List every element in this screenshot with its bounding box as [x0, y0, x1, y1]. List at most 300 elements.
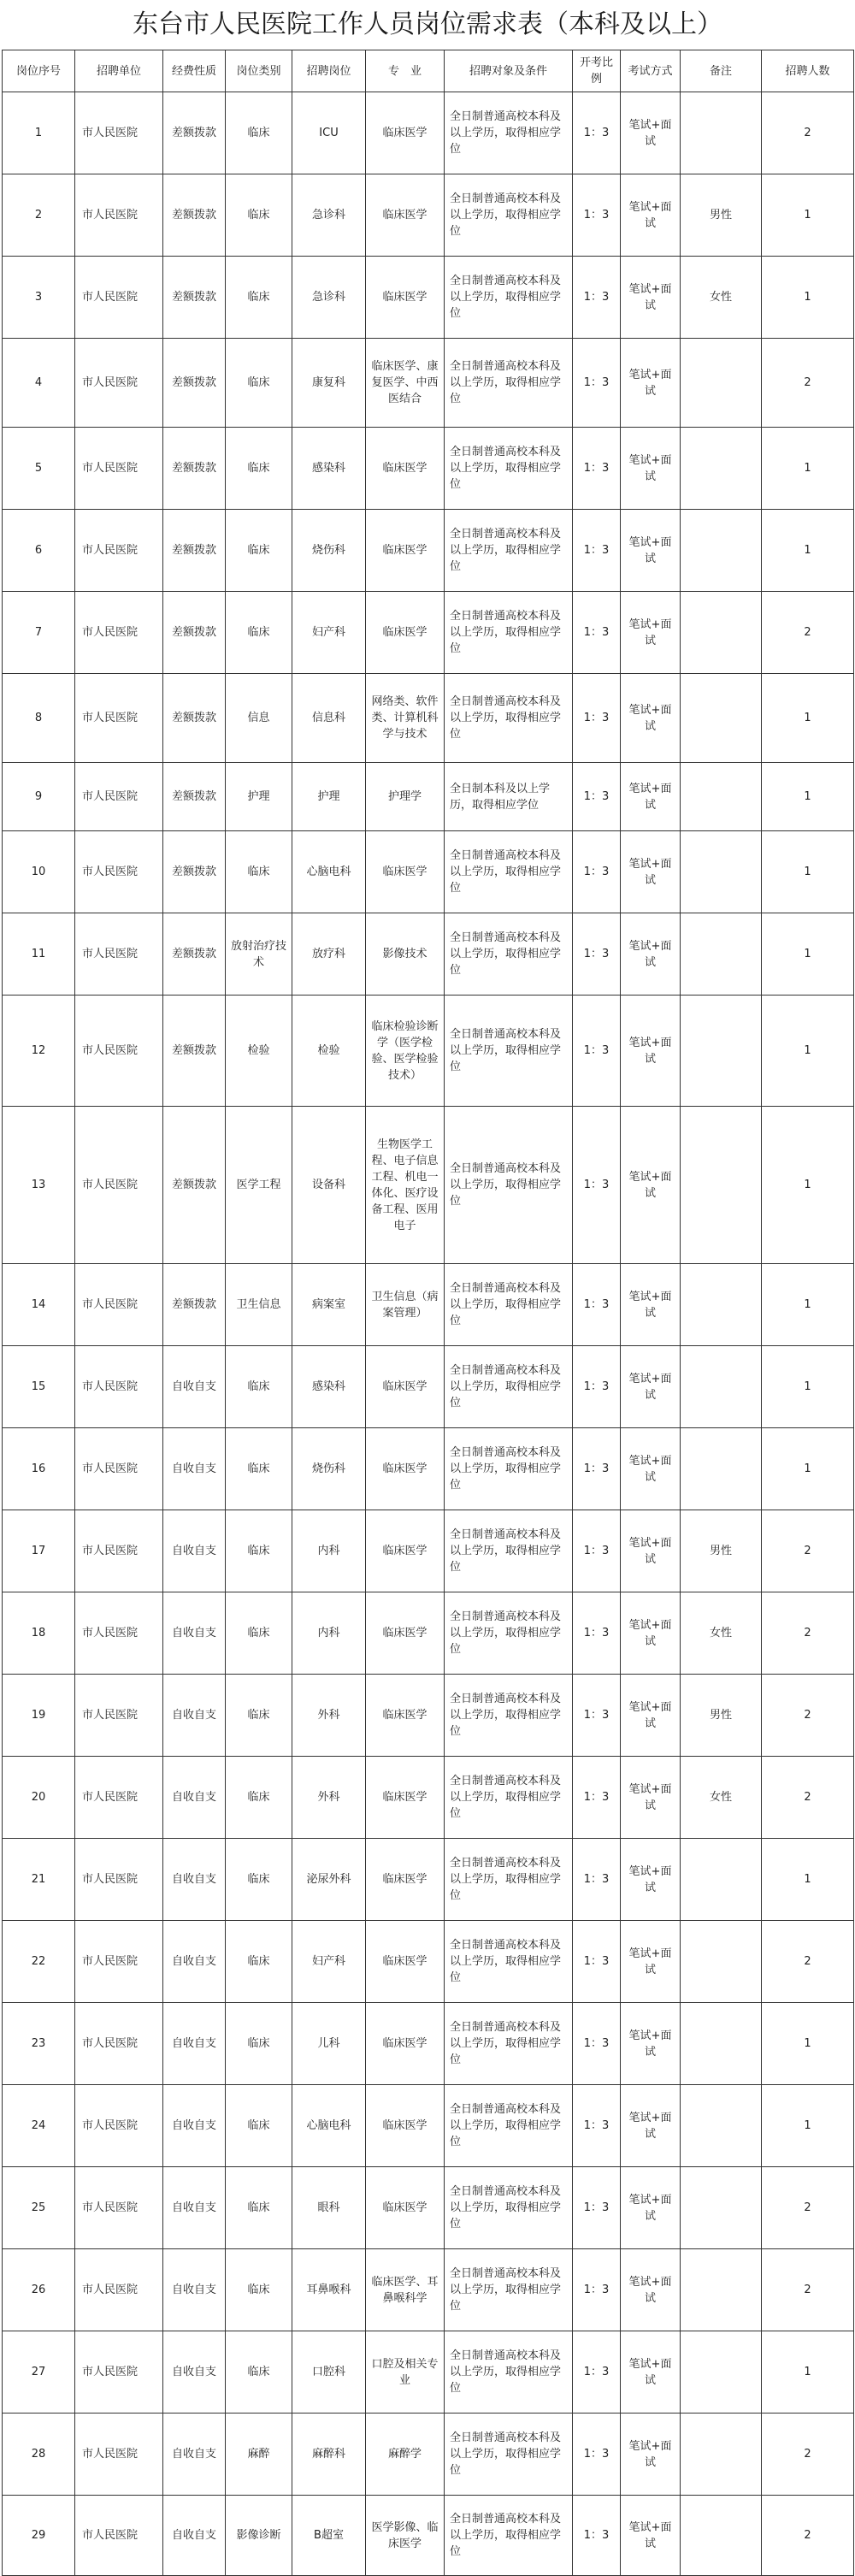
cell-requirement: [445, 92, 573, 174]
table-row: [3, 510, 854, 592]
cell-exam-text: 笔试+面试: [628, 118, 672, 148]
cell-exam: [621, 1510, 681, 1592]
header-count: 招聘人数: [762, 50, 854, 92]
cell-unit: [75, 2003, 163, 2085]
cell-unit: [75, 1510, 163, 1592]
cell-count-text: 1: [804, 712, 811, 724]
cell-category-text: 临床: [247, 2201, 270, 2214]
cell-fund-text: 差额拨款: [171, 544, 216, 557]
cell-requirement: [445, 1839, 573, 1921]
cell-post-text: 急诊科: [311, 209, 345, 222]
cell-category-text: 临床: [247, 1545, 270, 1557]
cell-exam-text: 笔试+面试: [628, 535, 672, 565]
table-row: [3, 913, 854, 996]
cell-note: [681, 1592, 762, 1675]
cell-unit-text: 市人民医院: [82, 462, 139, 475]
cell-no-text: 20: [31, 1791, 46, 1804]
cell-requirement: [445, 1264, 573, 1346]
cell-fund-text: 自收自支: [171, 2529, 216, 2542]
cell-note: [681, 2003, 762, 2085]
cell-count-text: 2: [804, 1955, 811, 1968]
cell-exam-text: 笔试+面试: [628, 2439, 672, 2469]
cell-no-text: 23: [31, 2037, 46, 2050]
cell-unit: [75, 428, 163, 510]
cell-post-text: 麻醉科: [311, 2448, 345, 2461]
cell-ratio-text: 1：3: [583, 712, 610, 724]
cell-fund: [163, 2496, 226, 2576]
cell-fund-text: 自收自支: [171, 1955, 216, 1968]
cell-exam: [621, 2085, 681, 2167]
cell-no: [3, 510, 75, 592]
cell-ratio-text: 1：3: [583, 1179, 610, 1191]
cell-unit-text: 市人民医院: [82, 2201, 139, 2214]
cell-fund: [163, 592, 226, 674]
cell-no-text: 22: [31, 1955, 46, 1968]
cell-category: [226, 763, 292, 831]
cell-fund: [163, 913, 226, 996]
cell-ratio: [573, 1346, 621, 1428]
cell-ratio: [573, 763, 621, 831]
cell-count-text: 2: [804, 2448, 811, 2461]
cell-note: [681, 1428, 762, 1510]
cell-exam-text: 笔试+面试: [628, 2520, 672, 2550]
table-row: [3, 674, 854, 763]
cell-category-text: 护理: [247, 790, 270, 803]
cell-count: [762, 1921, 854, 2003]
cell-category: [226, 174, 292, 257]
cell-category-text: 影像诊断: [236, 2529, 281, 2542]
cell-requirement-text: 全日制普通高校本科及以上学历，取得相应学位: [450, 931, 562, 977]
cell-ratio: [573, 1921, 621, 2003]
cell-no: [3, 1757, 75, 1839]
cell-post: [292, 1675, 366, 1757]
cell-requirement-text: 全日制普通高校本科及以上学历，取得相应学位: [450, 2267, 562, 2313]
cell-requirement-text: 全日制普通高校本科及以上学历，取得相应学位: [450, 446, 562, 491]
table-row: [3, 1107, 854, 1264]
cell-requirement-text: 全日制普通高校本科及以上学历，取得相应学位: [450, 1364, 562, 1409]
cell-category-text: 医学工程: [236, 1179, 281, 1191]
cell-major-text: 临床医学: [382, 127, 428, 139]
cell-ratio-text: 1：3: [583, 127, 610, 139]
cell-post: [292, 913, 366, 996]
cell-fund: [163, 763, 226, 831]
cell-exam: [621, 674, 681, 763]
cell-count-text: 1: [804, 866, 811, 878]
cell-post-text: 护理: [317, 790, 340, 803]
cell-note: [681, 510, 762, 592]
cell-ratio: [573, 831, 621, 913]
cell-note: [681, 2167, 762, 2249]
cell-post: [292, 1757, 366, 1839]
cell-no: [3, 1592, 75, 1675]
cell-post: [292, 2085, 366, 2167]
cell-fund: [163, 1264, 226, 1346]
cell-note: [681, 996, 762, 1107]
cell-fund: [163, 428, 226, 510]
cell-unit-text: 市人民医院: [82, 1955, 139, 1968]
cell-exam: [621, 592, 681, 674]
table-row: [3, 763, 854, 831]
cell-exam: [621, 1921, 681, 2003]
cell-count-text: 2: [804, 1791, 811, 1804]
cell-no-text: 28: [31, 2448, 46, 2461]
cell-category-text: 临床: [247, 2037, 270, 2050]
cell-requirement: [445, 2496, 573, 2576]
cell-count: [762, 339, 854, 428]
cell-no: [3, 1839, 75, 1921]
cell-category-text: 临床: [247, 127, 270, 139]
cell-unit: [75, 2085, 163, 2167]
table-row: [3, 831, 854, 913]
cell-note: [681, 1921, 762, 2003]
cell-requirement-text: 全日制普通高校本科及以上学历，取得相应学位: [450, 1939, 562, 1984]
cell-ratio-text: 1：3: [583, 1298, 610, 1311]
cell-category-text: 检验: [247, 1044, 270, 1057]
cell-note: [681, 257, 762, 339]
cell-no: [3, 592, 75, 674]
cell-ratio-text: 1：3: [583, 948, 610, 960]
cell-no: [3, 2331, 75, 2414]
cell-note: [681, 1675, 762, 1757]
cell-ratio: [573, 1264, 621, 1346]
table-row: [3, 1264, 854, 1346]
cell-exam: [621, 1107, 681, 1264]
cell-note: [681, 92, 762, 174]
cell-requirement-text: 全日制普通高校本科及以上学历，取得相应学位: [450, 1528, 562, 1574]
cell-post-text: 内科: [317, 1627, 340, 1640]
cell-count: [762, 996, 854, 1107]
cell-requirement-text: 全日制普通高校本科及以上学历，取得相应学位: [450, 1610, 562, 1656]
cell-exam: [621, 2496, 681, 2576]
cell-major: [366, 428, 445, 510]
cell-post-text: 信息科: [311, 712, 345, 724]
cell-ratio-text: 1：3: [583, 209, 610, 222]
cell-requirement-text: 全日制普通高校本科及以上学历，取得相应学位: [450, 110, 562, 156]
cell-post: [292, 1428, 366, 1510]
cell-unit-text: 市人民医院: [82, 2529, 139, 2542]
cell-exam: [621, 339, 681, 428]
cell-post-text: 急诊科: [311, 291, 345, 304]
cell-post: [292, 763, 366, 831]
cell-major: [366, 2085, 445, 2167]
cell-fund: [163, 674, 226, 763]
cell-post: [292, 2167, 366, 2249]
cell-requirement: [445, 428, 573, 510]
cell-fund: [163, 1839, 226, 1921]
cell-category-text: 放射治疗技术: [230, 939, 286, 969]
cell-unit: [75, 763, 163, 831]
cell-exam: [621, 257, 681, 339]
cell-fund: [163, 1510, 226, 1592]
cell-fund: [163, 2249, 226, 2331]
cell-fund-text: 自收自支: [171, 2119, 216, 2132]
cell-exam: [621, 2249, 681, 2331]
cell-exam: [621, 1839, 681, 1921]
cell-category-text: 临床: [247, 1873, 270, 1886]
cell-major: [366, 257, 445, 339]
cell-major: [366, 1921, 445, 2003]
cell-unit-text: 市人民医院: [82, 291, 139, 304]
cell-requirement: [445, 763, 573, 831]
cell-note: [681, 339, 762, 428]
cell-requirement: [445, 913, 573, 996]
cell-unit-text: 市人民医院: [82, 209, 139, 222]
cell-category-text: 临床: [247, 1791, 270, 1804]
cell-no: [3, 1510, 75, 1592]
cell-major-text: 临床医学、康复医学、中西医结合: [371, 360, 439, 405]
cell-ratio: [573, 174, 621, 257]
cell-exam-text: 笔试+面试: [628, 1947, 672, 1976]
cell-major: [366, 2414, 445, 2496]
cell-exam-text: 笔试+面试: [628, 703, 672, 733]
cell-fund-text: 差额拨款: [171, 209, 216, 222]
cell-count: [762, 592, 854, 674]
cell-post-text: 妇产科: [311, 1955, 345, 1968]
cell-exam: [621, 2167, 681, 2249]
cell-post: [292, 1346, 366, 1428]
cell-ratio: [573, 2167, 621, 2249]
table-row: [3, 2414, 854, 2496]
cell-fund-text: 自收自支: [171, 1462, 216, 1475]
cell-no: [3, 1264, 75, 1346]
cell-post: [292, 2331, 366, 2414]
cell-major-text: 口腔及相关专业: [371, 2357, 439, 2387]
cell-post-text: 内科: [317, 1545, 340, 1557]
cell-category-text: 临床: [247, 1955, 270, 1968]
cell-ratio-text: 1：3: [583, 1462, 610, 1475]
cell-unit: [75, 2414, 163, 2496]
cell-category: [226, 913, 292, 996]
cell-ratio-text: 1：3: [583, 2201, 610, 2214]
cell-unit-text: 市人民医院: [82, 866, 139, 878]
cell-major: [366, 2496, 445, 2576]
cell-unit: [75, 1264, 163, 1346]
cell-no-text: 4: [34, 376, 43, 389]
table-row: [3, 1839, 854, 1921]
cell-requirement: [445, 339, 573, 428]
cell-note: [681, 1264, 762, 1346]
cell-no-text: 7: [34, 626, 43, 639]
cell-major-text: 临床检验诊断学（医学检验、医学检验技术）: [371, 1019, 439, 1082]
table-row: [3, 592, 854, 674]
cell-fund-text: 差额拨款: [171, 376, 216, 389]
cell-fund-text: 自收自支: [171, 2448, 216, 2461]
cell-requirement: [445, 510, 573, 592]
cell-unit: [75, 510, 163, 592]
cell-unit: [75, 1346, 163, 1428]
cell-unit-text: 市人民医院: [82, 1873, 139, 1886]
cell-note: [681, 913, 762, 996]
cell-fund-text: 差额拨款: [171, 462, 216, 475]
cell-fund: [163, 2085, 226, 2167]
cell-post: [292, 674, 366, 763]
cell-count: [762, 2496, 854, 2576]
cell-post: [292, 2496, 366, 2576]
cell-no-text: 26: [31, 2284, 46, 2296]
cell-exam-text: 笔试+面试: [628, 200, 672, 230]
cell-major-text: 临床医学: [382, 462, 428, 475]
cell-major-text: 临床医学: [382, 866, 428, 878]
cell-requirement: [445, 1510, 573, 1592]
cell-count-text: 1: [804, 2119, 811, 2132]
cell-major: [366, 1675, 445, 1757]
cell-unit-text: 市人民医院: [82, 2284, 139, 2296]
cell-major: [366, 763, 445, 831]
header-no: 岗位序号: [3, 50, 75, 92]
cell-major: [366, 2249, 445, 2331]
cell-requirement: [445, 1107, 573, 1264]
cell-no: [3, 257, 75, 339]
cell-category: [226, 2085, 292, 2167]
cell-unit-text: 市人民医院: [82, 1545, 139, 1557]
cell-major-text: 临床医学: [382, 1709, 428, 1722]
cell-requirement: [445, 1921, 573, 2003]
cell-no-text: 16: [31, 1462, 46, 1475]
cell-post: [292, 1107, 366, 1264]
cell-fund-text: 差额拨款: [171, 790, 216, 803]
cell-ratio-text: 1：3: [583, 1545, 610, 1557]
cell-requirement-text: 全日制普通高校本科及以上学历，取得相应学位: [450, 2185, 562, 2230]
cell-no: [3, 1346, 75, 1428]
cell-major: [366, 674, 445, 763]
cell-ratio: [573, 1428, 621, 1510]
cell-category-text: 临床: [247, 2284, 270, 2296]
cell-fund-text: 自收自支: [171, 2284, 216, 2296]
cell-count-text: 1: [804, 462, 811, 475]
cell-category: [226, 1757, 292, 1839]
cell-no: [3, 92, 75, 174]
cell-fund: [163, 257, 226, 339]
cell-post: [292, 510, 366, 592]
cell-exam: [621, 831, 681, 913]
cell-fund-text: 自收自支: [171, 1627, 216, 1640]
cell-ratio-text: 1：3: [583, 866, 610, 878]
cell-ratio-text: 1：3: [583, 2037, 610, 2050]
cell-exam-text: 笔试+面试: [628, 1782, 672, 1812]
table-body: [3, 92, 854, 2576]
cell-category-text: 临床: [247, 2119, 270, 2132]
cell-count: [762, 2414, 854, 2496]
cell-post-text: 烧伤科: [311, 544, 345, 557]
cell-fund-text: 自收自支: [171, 1545, 216, 1557]
cell-count: [762, 1592, 854, 1675]
cell-ratio-text: 1：3: [583, 376, 610, 389]
cell-post: [292, 592, 366, 674]
cell-note-text: 男性: [709, 1545, 732, 1557]
cell-unit-text: 市人民医院: [82, 1627, 139, 1640]
cell-count-text: 2: [804, 2201, 811, 2214]
cell-count-text: 1: [804, 291, 811, 304]
cell-category-text: 卫生信息: [236, 1298, 281, 1311]
cell-major: [366, 592, 445, 674]
cell-count: [762, 913, 854, 996]
cell-requirement: [445, 2249, 573, 2331]
cell-no: [3, 831, 75, 913]
cell-no-text: 25: [31, 2201, 46, 2214]
cell-major: [366, 2331, 445, 2414]
cell-fund: [163, 1675, 226, 1757]
cell-requirement: [445, 996, 573, 1107]
cell-requirement: [445, 2331, 573, 2414]
cell-post: [292, 1921, 366, 2003]
cell-unit-text: 市人民医院: [82, 1044, 139, 1057]
header-post: 招聘岗位: [292, 50, 366, 92]
cell-category: [226, 1346, 292, 1428]
cell-post: [292, 2249, 366, 2331]
cell-fund-text: 差额拨款: [171, 1298, 216, 1311]
cell-no: [3, 2496, 75, 2576]
cell-count: [762, 510, 854, 592]
cell-unit-text: 市人民医院: [82, 1179, 139, 1191]
cell-unit-text: 市人民医院: [82, 544, 139, 557]
cell-exam-text: 笔试+面试: [628, 2357, 672, 2387]
cell-category-text: 临床: [247, 1462, 270, 1475]
cell-major: [366, 1757, 445, 1839]
cell-post-text: 放疗科: [311, 948, 345, 960]
cell-fund-text: 差额拨款: [171, 626, 216, 639]
cell-category-text: 临床: [247, 1709, 270, 1722]
cell-post: [292, 1264, 366, 1346]
cell-post: [292, 831, 366, 913]
cell-ratio: [573, 674, 621, 763]
cell-no-text: 11: [31, 948, 46, 960]
cell-exam: [621, 913, 681, 996]
cell-category-text: 临床: [247, 544, 270, 557]
cell-post-text: 耳鼻喉科: [306, 2284, 351, 2296]
cell-no: [3, 763, 75, 831]
cell-ratio: [573, 2249, 621, 2331]
cell-ratio-text: 1：3: [583, 2284, 610, 2296]
cell-no-text: 6: [34, 544, 43, 557]
cell-post-text: 口腔科: [311, 2366, 345, 2378]
cell-count-text: 2: [804, 1709, 811, 1722]
cell-requirement-text: 全日制普通高校本科及以上学历，取得相应学位: [450, 610, 562, 655]
cell-ratio-text: 1：3: [583, 1955, 610, 1968]
cell-exam: [621, 1592, 681, 1675]
cell-exam-text: 笔试+面试: [628, 1536, 672, 1566]
cell-requirement-text: 全日制普通高校本科及以上学历，取得相应学位: [450, 1693, 562, 1738]
cell-major-text: 临床医学: [382, 2037, 428, 2050]
cell-major: [366, 1264, 445, 1346]
cell-no-text: 9: [34, 790, 43, 803]
cell-exam: [621, 1675, 681, 1757]
cell-fund: [163, 2414, 226, 2496]
cell-post-text: B超室: [314, 2529, 344, 2542]
cell-category-text: 临床: [247, 1627, 270, 1640]
cell-unit: [75, 831, 163, 913]
cell-ratio: [573, 1675, 621, 1757]
cell-unit-text: 市人民医院: [82, 1462, 139, 1475]
cell-no: [3, 2414, 75, 2496]
cell-count-text: 1: [804, 209, 811, 222]
cell-no-text: 2: [34, 209, 43, 222]
cell-post-text: 病案室: [311, 1298, 345, 1311]
cell-ratio: [573, 1839, 621, 1921]
cell-unit: [75, 2167, 163, 2249]
cell-fund: [163, 92, 226, 174]
cell-unit: [75, 1757, 163, 1839]
cell-exam: [621, 2331, 681, 2414]
cell-requirement-text: 全日制普通高校本科及以上学历，取得相应学位: [450, 2513, 562, 2558]
table-row: [3, 92, 854, 174]
cell-requirement: [445, 592, 573, 674]
cell-exam-text: 笔试+面试: [628, 782, 672, 812]
cell-no-text: 21: [31, 1873, 46, 1886]
cell-note: [681, 1107, 762, 1264]
cell-count: [762, 1428, 854, 1510]
cell-major: [366, 1592, 445, 1675]
cell-unit-text: 市人民医院: [82, 2119, 139, 2132]
